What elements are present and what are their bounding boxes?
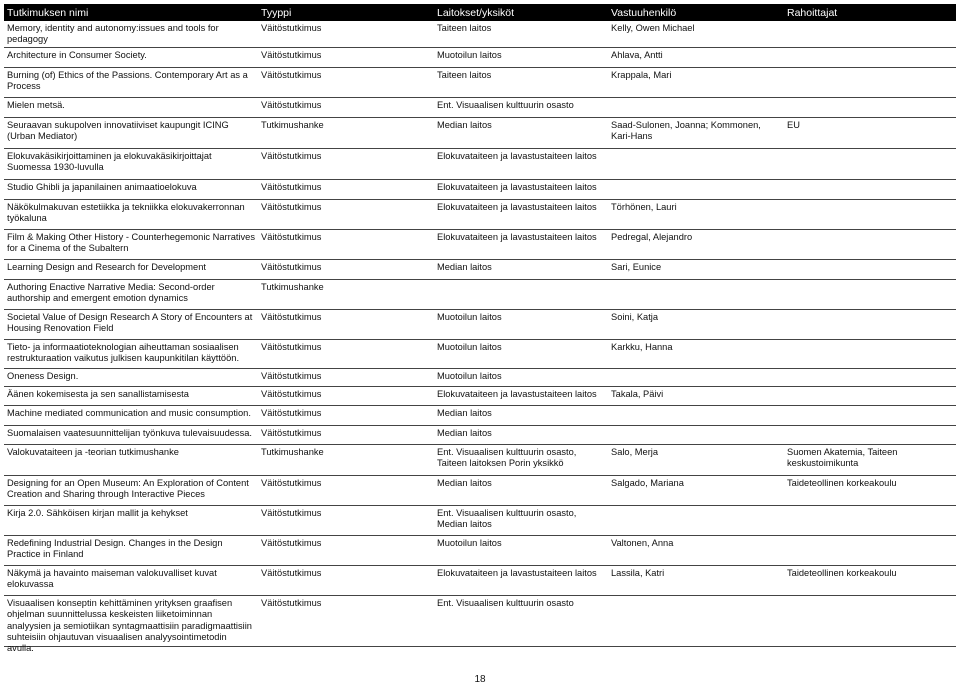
page-number: 18 xyxy=(474,674,486,685)
table-cell: Lassila, Katri xyxy=(611,568,665,578)
table-cell: Muotoilun laitos xyxy=(437,342,502,352)
table-row xyxy=(4,260,956,280)
table-cell xyxy=(784,149,956,179)
table-row xyxy=(4,445,956,476)
table-cell xyxy=(784,260,956,279)
table-row xyxy=(4,506,956,536)
table-cell xyxy=(608,596,784,646)
table-cell: Taiteen laitos xyxy=(437,23,492,33)
table-cell: Suomalaisen vaatesuunnittelijan työnkuva tulevaisuudessa. xyxy=(7,428,252,438)
table-cell: Taideteollinen korkeakoulu xyxy=(787,568,897,578)
table-cell xyxy=(784,506,956,535)
table-cell: Ent. Visuaalisen kulttuurin osasto, Median laitos xyxy=(437,508,577,530)
table-cell: Ent. Visuaalisen kulttuurin osasto xyxy=(437,598,574,608)
table-cell xyxy=(784,596,956,646)
table-cell: Väitöstutkimus xyxy=(261,371,322,381)
table-row xyxy=(4,98,956,118)
table-cell xyxy=(784,340,956,368)
table-row xyxy=(4,180,956,200)
table-cell: Salo, Merja xyxy=(611,447,659,457)
table-cell: Valokuvataiteen ja -teorian tutkimushanke xyxy=(7,447,179,457)
table-row xyxy=(4,406,956,426)
header-cell: Vastuuhenkilö xyxy=(611,6,677,19)
table-cell: Oneness Design. xyxy=(7,371,79,381)
table-cell xyxy=(608,280,784,309)
table-cell: Tutkimushanke xyxy=(261,447,324,457)
table-cell xyxy=(608,406,784,425)
header-cell: Laitokset/yksiköt xyxy=(437,6,515,19)
header-cell: Tutkimuksen nimi xyxy=(7,6,89,19)
table-cell: Muotoilun laitos xyxy=(437,538,502,548)
table-cell: Median laitos xyxy=(437,478,492,488)
table-cell xyxy=(784,48,956,67)
table-cell: Designing for an Open Museum: An Exploration of Content Creation and Sharing through Interactive Pieces xyxy=(7,478,249,500)
table-row xyxy=(4,426,956,445)
table-cell: Authoring Enactive Narrative Media: Second-order authorship and emergent emotion dynamics xyxy=(7,282,215,304)
table-cell: Äänen kokemisesta ja sen sanallistamisesta xyxy=(7,389,189,399)
table-cell: Elokuvakäsikirjoittaminen ja elokuvakäsikirjoittajat Suomessa 1930-luvulla xyxy=(7,151,212,173)
header-cell: Rahoittajat xyxy=(787,6,838,19)
table-cell: Salgado, Mariana xyxy=(611,478,684,488)
table-cell xyxy=(784,21,956,47)
table-cell: Taideteollinen korkeakoulu xyxy=(787,478,897,488)
table-body xyxy=(4,21,956,654)
table-row xyxy=(4,566,956,596)
table-cell xyxy=(784,68,956,97)
table-cell: Societal Value of Design Research A Story of Encounters at Housing Renovation Field xyxy=(7,312,253,334)
table-cell: Karkku, Hanna xyxy=(611,342,673,352)
table-cell: Elokuvataiteen ja lavastustaiteen laitos xyxy=(437,389,597,399)
table-row xyxy=(4,280,956,310)
table-cell xyxy=(608,426,784,444)
table-cell: Memory, identity and autonomy:issues and tools for pedagogy xyxy=(7,23,219,45)
research-table xyxy=(4,4,956,654)
table-cell: Machine mediated communication and music consumption. xyxy=(7,408,251,418)
table-cell: Näkökulmakuvan estetiikka ja tekniikka elokuvakerronnan työkaluna xyxy=(7,202,245,224)
table-cell: Väitöstutkimus xyxy=(261,50,322,60)
table-row xyxy=(4,476,956,506)
table-cell: Burning (of) Ethics of the Passions. Contemporary Art as a Process xyxy=(7,70,248,92)
table-row xyxy=(4,310,956,340)
table-cell: Tutkimushanke xyxy=(261,282,324,292)
table-cell: Sari, Eunice xyxy=(611,262,662,272)
table-cell: Ent. Visuaalisen kulttuurin osasto, Taiteen laitoksen Porin yksikkö xyxy=(437,447,577,469)
table-cell: Suomen Akatemia, Taiteen keskustoimikunta xyxy=(787,447,898,469)
table-row xyxy=(4,149,956,180)
table-cell: Väitöstutkimus xyxy=(261,232,322,242)
table-cell: EU xyxy=(787,120,800,130)
table-cell xyxy=(608,506,784,535)
table-cell: Soini, Katja xyxy=(611,312,659,322)
table-cell: Väitöstutkimus xyxy=(261,598,322,608)
table-cell: Muotoilun laitos xyxy=(437,312,502,322)
table-cell: Kirja 2.0. Sähköisen kirjan mallit ja kehykset xyxy=(7,508,188,518)
table-row xyxy=(4,118,956,149)
table-cell: Muotoilun laitos xyxy=(437,371,502,381)
table-row xyxy=(4,200,956,230)
table-cell: Krappala, Mari xyxy=(611,70,672,80)
table-cell: Visuaalisen konseptin kehittäminen yrityksen graafisen ohjelman suunnittelussa keskeisten liiketoiminnan analyysien ja semiotiikan syntagmaattisiin paradigmaattisiin suhteisiin ohjautuvan visuaalisen analyysointimetodin avulla. xyxy=(7,598,252,654)
table-cell: Tieto- ja informaatioteknologian aiheuttaman sosiaalisen restrukturaation vaikutus julkisen kaupunkitilan käyttöön. xyxy=(7,342,240,364)
table-cell: Väitöstutkimus xyxy=(261,23,322,33)
table-cell xyxy=(784,280,956,309)
table-cell: Elokuvataiteen ja lavastustaiteen laitos xyxy=(437,182,597,192)
table-cell: Film & Making Other History - Counterhegemonic Narratives for a Cinema of the Subaltern xyxy=(7,232,255,254)
table-row xyxy=(4,340,956,369)
table-cell xyxy=(784,406,956,425)
table-row xyxy=(4,369,956,387)
table-cell: Takala, Päivi xyxy=(611,389,664,399)
table-cell xyxy=(784,230,956,259)
table-row xyxy=(4,230,956,260)
table-cell: Törhönen, Lauri xyxy=(611,202,677,212)
table-cell xyxy=(784,536,956,565)
table-row xyxy=(4,68,956,98)
table-cell: Ahlava, Antti xyxy=(611,50,663,60)
table-cell xyxy=(434,280,608,309)
table-cell xyxy=(784,180,956,199)
table-cell: Elokuvataiteen ja lavastustaiteen laitos xyxy=(437,202,597,212)
table-cell xyxy=(784,387,956,405)
table-cell xyxy=(784,369,956,386)
table-cell: Väitöstutkimus xyxy=(261,538,322,548)
table-cell: Muotoilun laitos xyxy=(437,50,502,60)
table-cell xyxy=(784,310,956,339)
table-cell xyxy=(608,369,784,386)
table-cell xyxy=(784,200,956,229)
table-cell: Ent. Visuaalisen kulttuurin osasto xyxy=(437,100,574,110)
table-cell: Median laitos xyxy=(437,408,492,418)
table-cell: Väitöstutkimus xyxy=(261,408,322,418)
table-cell: Väitöstutkimus xyxy=(261,342,322,352)
table-cell xyxy=(608,180,784,199)
table-cell: Studio Ghibli ja japanilainen animaatioelokuva xyxy=(7,182,197,192)
table-cell: Redefining Industrial Design. Changes in the Design Practice in Finland xyxy=(7,538,223,560)
table-cell: Tutkimushanke xyxy=(261,120,324,130)
table-row xyxy=(4,48,956,68)
table-cell: Väitöstutkimus xyxy=(261,312,322,322)
table-cell: Kelly, Owen Michael xyxy=(611,23,695,33)
table-cell: Taiteen laitos xyxy=(437,70,492,80)
table-cell: Väitöstutkimus xyxy=(261,100,322,110)
table-cell: Väitöstutkimus xyxy=(261,568,322,578)
table-cell: Väitöstutkimus xyxy=(261,262,322,272)
table-cell: Väitöstutkimus xyxy=(261,202,322,212)
table-cell: Median laitos xyxy=(437,428,492,438)
table-cell: Elokuvataiteen ja lavastustaiteen laitos xyxy=(437,151,597,161)
table-cell: Architecture in Consumer Society. xyxy=(7,50,147,60)
table-cell: Näkymä ja havainto maiseman valokuvalliset kuvat elokuvassa xyxy=(7,568,217,590)
table-row xyxy=(4,387,956,406)
table-row xyxy=(4,536,956,566)
table-cell: Väitöstutkimus xyxy=(261,182,322,192)
table-row xyxy=(4,21,956,48)
table-cell: Saad-Sulonen, Joanna; Kommonen, Kari-Hans xyxy=(611,120,761,142)
table-cell: Väitöstutkimus xyxy=(261,428,322,438)
table-cell: Median laitos xyxy=(437,262,492,272)
table-cell: Väitöstutkimus xyxy=(261,70,322,80)
table-cell: Väitöstutkimus xyxy=(261,389,322,399)
table-cell: Valtonen, Anna xyxy=(611,538,674,548)
table-cell xyxy=(784,426,956,444)
table-cell: Väitöstutkimus xyxy=(261,508,322,518)
table-cell xyxy=(608,149,784,179)
table-cell xyxy=(784,98,956,117)
table-cell: Learning Design and Research for Development xyxy=(7,262,206,272)
header-cell: Tyyppi xyxy=(261,6,292,19)
table-row xyxy=(4,596,956,654)
table-cell xyxy=(608,98,784,117)
table-cell: Elokuvataiteen ja lavastustaiteen laitos xyxy=(437,232,597,242)
table-cell: Seuraavan sukupolven innovatiiviset kaupungit ICING (Urban Mediator) xyxy=(7,120,229,142)
table-cell: Väitöstutkimus xyxy=(261,151,322,161)
table-cell: Väitöstutkimus xyxy=(261,478,322,488)
table-cell: Median laitos xyxy=(437,120,492,130)
table-cell: Mielen metsä. xyxy=(7,100,65,110)
table-header xyxy=(4,4,956,21)
table-cell: Pedregal, Alejandro xyxy=(611,232,693,242)
table-cell: Elokuvataiteen ja lavastustaiteen laitos xyxy=(437,568,597,578)
